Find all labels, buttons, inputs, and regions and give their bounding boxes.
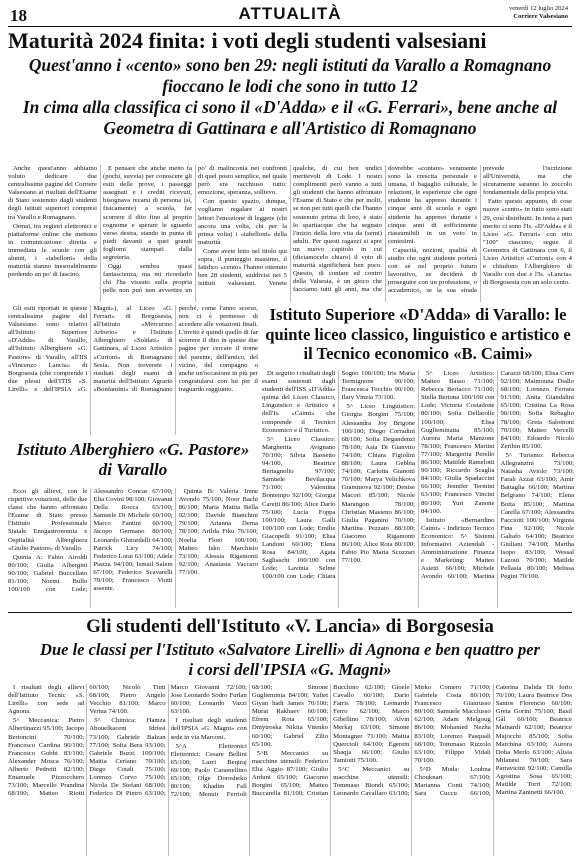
main-paragraph: Anche quest'anno abbiamo voluto dedicare due centralissime pagine del Corriere Valsesiano ai risultati dell'Esame di Stato sostenuto dagli studenti degli istituti superiori compresi tra Varallo e Romagnano.: [8, 165, 97, 221]
lancia-paragraph: 5^D Moda: Loubna Chouknari 67/100; Marianna Conti 74/100; Sara Cuccu 66/100; Caterina Dalida Di Iorio 70/100; Laura Beatrice Dos Santos Florencio 60/100; Greta Gorini 75/100; Basil Gál 60/100; Beatrice Mainardi 62/100; Beatrice Majocchi 85/100; Sofia Marchina 63/100; Aurora Doha Merlo 63/100; Alisia Milanesi 70/100; Sara Parravicini 92/100; Camilla Agostina Sosa 65/100; Matilde Torri 72/100; Martina Zaninetti 66/100.: [414, 684, 572, 798]
pastore-paragraph: Quinta B: Valeria Irene Avondo 75/100; Noor Bachi 86/100; Maria Mattia Bella 92/100; Davide Bianchini 79/100; Arianna Dema 78/100; Arilda Fiku 76/100; Noelia Floto 100/100; Matteo Isko Marchisio 73/100; Alessia Rigamonti 92/100; Anastasia Vaccaro 77/100.: [178, 488, 258, 576]
pastore-paragraph: Quinta A: Fabio Airoldi 80/100; Giulia Albergini 90/100; Gabriel Buccellato 81/100; Noemi Bullo 100/100 con Lode; Alessandro Concas 67/100; Elia Covini 98/100; Giovanni Della Rocca 63/100; Samuele Di Michele 60/100; Marco Fantini 60/100; Jacopo Germano 80/100; Leonardo Ghirardelli 64/100; Patrick Licy 74/100; Federico Lorai 63/100; Adele Piazza 94/100; Ismail Salem 67/100; Federico Scavarelli 70/100; Francesco Viotti assente.: [8, 488, 173, 594]
issue-date: venerdì 12 luglio 2024: [508, 5, 568, 12]
lancia-paragraph: I risultati degli studenti dell'IPSIA «G. Magni» con sede in via Marconi.: [170, 717, 247, 741]
pastore-paragraph: Ecco gli allievi, con le rispettive votazioni, delle due classi che hanno affrontato l'Esame di Stato presso l'Istituto Professionale Statale Enogastronomia e Ospitalità Alberghiera «Giulio Pastore» di Varallo.: [8, 488, 88, 552]
pastore-article-body: [8, 488, 258, 608]
section-title: ATTUALITÀ: [238, 4, 342, 23]
main-article-body: [8, 165, 572, 302]
paper-name: Corriere Valsesiano: [513, 13, 568, 20]
dadda-paragraph: 5^ Liceo Classico: Margherita Avignano 70/100; Silvia Bassetto 94/100, Beatrice Bertagnolio 97/100; Samuele Bevilacqua 71/100; Valentina Bontempo 92/100; Giorgia Caretti 86/100; Alice Dario 75/100; Lucia Foppa 100/100; Laura Galli 100/100 con Lode; Emilie Giacopelli 91/100; Elisa Landoni 60/100; Elena Rosa 84/100; Agata Sagliaschi 100/100 con Lode; Lavinia Selme 100/100 con Lode; Chiara Sogno 100/100; Iris Maria Termignone 90/100; Francesca Tocchio 90/100; Ilary Vinzia 73/100.: [262, 370, 415, 581]
main-headline: Maturità 2024 finita: i voti degli studenti valsesiani: [8, 28, 487, 53]
main-paragraph: Gli esiti riportati in queste centralissime pagine del Valsesiano sono relativi all'Istituto Superiore «D'Adda» di Varallo, all'Istituto Alberghiero «G. Pastore» di Varallo, all'IIS «Vincenzo Lancia» di Borgosesia (che comprende i due plessi dell'ITIS «S. Lirelli» e dell'IPSIA «G. Magni»), al Liceo «G. Ferrari» di Borgosesia, all'Istituto «Mercurino Arborio» e l'Istituto Alberghiero «Soldati» di Gattinara, al Liceo Artistico «Curioni» di Romagnano Sesia. Non troverete i risultati degli esami di maturità dell'Istituto Agrario «Bonfantini» di Romagnano perché, come l'anno scorso, non ci è permesso di accedere alle votazioni finali. L'invito è quindi quello di far scorrere il dito in queste due pagine per cercare il nome del parente, dell'amico, del vicino, del compagno o anche un'occasione in più per congratularsi con lui per il traguardo raggiunto.: [8, 305, 258, 393]
page-number: 18: [10, 6, 27, 25]
main-paragraph: Come avete letto nel titolo qui sopra, il punteggio massimo, il fatidico «cento» l'hanno ottenuto ben 28 studenti, suddivisi nei 5 istituti valsesiani. Venete qualche, di cui ben undici meritevoli di Lode. I nostri complimenti però vanno a tutti gli studenti che hanno affrontato l'Esame di Stato e che per molti, se non per tutti quelli che l'hanno sostenuto prima di loro, è stato lo spartiacque che ha segnato l'inizio della loro vita da (semi) adulti. Per questi ragazzi si apre un nuovo capitolo in cui (diciamocelo chiaro) il voto di maturità significherà ben poco. Questo, di contare ed contro della Valsesia, è un gioco che facciamo tutti gli anni, ma che dovrebbe «contare» veramente sono la crescita personale e umana, il bagaglio culturale, le relazioni, le esperienze che ogni studente ha appreso durante i cinque anni di scuola e ogni studente ha appreso durante i cinque anni di sofficimente riassumibili in un voto in centesimi.: [198, 165, 477, 294]
lancia-paragraph: 5^C Meccanici su macchine utensili: Tommaso Biondi 65/100; Leonardo Cavallaro 63/100; Mirko Comero 71/100; Gabriele Costa 80/100; Francesco Gianrusso 80/100; Samuele Macclusso 62/100; Adam Melgoug 86/100; Mohamed Nezha 83/100; Lorenzo Pasquali 68/100; Tommaso Rizzolo 63/100; Filippo Vidali 70/100.: [333, 684, 491, 798]
pastore-headline: Istituto Alberghiero «G. Pastore» di Varallo: [16, 440, 250, 479]
masthead-date: [509, 5, 568, 21]
main-deck-1: Quest'anno i «cento» sono ben 29: negli istituti da Varallo a Romagnano fioccano le lodi che sono in tutto 12: [28, 55, 552, 96]
main-article-continued: [8, 305, 258, 435]
dadda-headline: Istituto Superiore «D'Adda» di Varallo: le quinte liceo classico, linguistico e artistico e il Tecnico economico «B. Caimi»: [265, 305, 571, 363]
lancia-paragraph: 5^A Elettronici Elettronici: Cesare Bellini 65/100; Lazri Beqiraj 69/100; Paolo Caramellino 65/100; Olge Dorosheko 80/100; Khadim Fall 72/100; Menuir Ferrioli 68/100; Simone Guglieminia 84/100; Yafiet Giyan hadi James 70/100; Murat Rakhaev 60/100; Efrem Rota 65/100; Dmytroska Nikita Vitenko 60/100; Gabriel Zilio 65/100.: [170, 684, 329, 799]
dadda-paragraph: Istituto «Bernardino Caimi» - Indirizzo Tecnico Economico: 5^ Sistemi Informativi Aziendali - Amministrazione Finanza e Marketing: Matteo Asietti 66/100; Michele Avondo 60/100; Martina Carazzi 68/100; Elisa Cerri 92/100; Maimouna Diallo 68/100; Lorenzo Ferrara 91/100; Anita Giandalini 65/100; Cristina La Rosa 90/100; Sofia Rebaglio 78/100; Greta Salomoni 70/100; Matteo Vercelli 84/100; Edoardo Nicolò Zeribin 85/100.: [421, 370, 574, 581]
main-paragraph: Capacità, nozioni, qualità di studio che ogni studente porterà con sé nel proprio futuro lavorativo, se deciderà di proseguire con un professione, o accademico, se la sua strada prevede l'iscrizione all'Università, ma che sicuramente saranno lo zoccolo fondamentale della propria vita.: [388, 165, 572, 295]
dadda-article-body: [262, 370, 574, 608]
dadda-paragraph: 5^ Liceo Artistico: Matteo Basso 71/100; Rebecca Bertacco 71/100; Stella Bertona 100/100 con Lode; Victoria Costadone 80/100; Sofia Dellarolle 100/100; Elisa Guglieminatta 85/100; Aurora Maria Manzone 78/100; Francesco Martini 77/100; Margerita Perello 86/100; Mattilde Ramelotti 90/100; Riccardo Scaglia 84/100; Giulia Spadaccini 66/100; Jennifer Termini 63/100; Francesco Vincini 80/100; Yuri Zanone 84/100.: [421, 370, 495, 515]
dadda-paragraph: 5^ Liceo Linguistico: Giorgia Borgini 75/100; Alessandra Joy Brigone 100/100; Diego Corradini 68/100; Sofia Degandenzi 78/100; Asia Di Gianvito 74/100; Chiara Figiolini 88/100; Laura Gebbia 74/100; Carlotta Gianotti 70/100; Marya Velichkova Grammova 92/100; Denise Macori 85/100; Nicole Marangon 78/100; Christian Masieno 86/100; Giulia Paganini 70/100; Martina Pezzato 88/100; Giacomo Rigamonti 86/100; Alice Rota 80/100; Fabio Pio Maria Scozzari 77/100.: [341, 403, 415, 565]
main-paragraph: Oggi sembra quasi fantascienza, ma mi ricordarlo chi l'ha vissuto sulla propria pelle non può non avvertire un po' di malinconia nei confronti di quel posto semplice, nel quale però era racchiuso tutto: emozione, speranza, sollievo.: [103, 165, 287, 295]
main-paragraph: Con questo spazio, dunque, vogliamo regalare ai nostri lettori l'emozione di leggere (chi ancora una volta, chi per la prima volta) i «tabelloni» della maturità.: [198, 198, 287, 246]
main-paragraph: Ormai, tra registri elettronici e piattaforme online che mettono in comunicazione diretta e immediata le scuole con gli alunni, i «tabelloni» della maturità stanno inesorabilmente perdendo un po' di fascino.: [8, 222, 97, 279]
main-paragraph: E pensare che anche meno fa (pochi, suvvia) per conoscere gli esiti delle prove, i passeggi assegnati e i crediti ricevuti, bisognava recarsi di persona (sì, fisicamente) a scuola, far scorrere il dito fino al proprio cognome e sperare le sguardo verso destra, stando in punta di piedi davanti a quei grandi fogliomi stampati dalla segreteria.: [103, 165, 192, 262]
lancia-paragraph: 5^B Meccanici su macchine utensili: Federico Elia Aggio 87/100; Giulio Arduni 65/100; Giacomo Borgini 65/100; Matteo Buccarella 81/100; Cristian Bucchino 62/100; Gioele Cavallo 60/100; Dario Farris 78/100; Leonardo Ferro 62/100; Marco Gibellino 78/100; Alvin Merkaj 63/100; Simone Montagner 71/100; Mattia Quercioli 64/100; Egerem Shaqja 66/100; Giulio Tamiotti 75/100.: [251, 684, 410, 798]
lancia-paragraph: 5^ Chimica: Hamza Abouelkacem Idrissi 73/100; Gabriele Balzan 77/100; Sofia Bera 93/100; Gabriele Buzzi 100/100; Mattia Ceriano 70/100; Diego Cotali 75/100; Lorenzo Corvo 75/100; Nicola De Stefani 68/100; Federico Di Pietro 63/100; Marco Giovanni 72/100; Jose Leonardo Sodro Furlan 60/100; Leonardo Vazzi 63/100.: [89, 684, 247, 798]
header-divider: [8, 26, 572, 27]
lancia-deck: Due le classi per l'Istituto «Salvatore Lirelli» di Agnona e ben quattro per i corsi dell'IPSIA «G. Magni»: [40, 640, 540, 679]
lancia-paragraph: I risultati degli allievi dell'Istituto Tecnic «S. Lirelli» con sede ad Agnona.: [8, 684, 85, 716]
dadda-paragraph: 5^ Turismo: Rebecca Allegranzini 73/100; Natasha Aviolo 73/100; Farah Azzai 63/100; Amir Battaglia 66/100; Martina Belgrano 74/100; Elena Botta 85/100; Martina Carella 67/100; Alessandra Facciotti 100/100; Virginia Fina 92/100; Nicole Galtafo 64/100; Beatrice Giuliani 74/100; Martha Isopo 83/100; Wessal Lazoui 70/100; Matilde Pellasia 80/100; Melissa Pegini 70/100.: [500, 451, 574, 581]
section-divider: [8, 612, 572, 613]
lancia-article-body: [8, 684, 572, 856]
main-paragraph: Fatto questo appunto, di cose nuove «cento» in tutto sono stati 29, così distribuiti. In testa a pari merito ci sono l'Is. «D'Adda» e il Liceo «G. Ferrari» con otto "100" ciascuno, segue il Geometra di Gattinara con 6, il Liceo Artistico «Curioni» con 4 e chiudono l'Alberghiero di Varallo con due e l'Is. «Lancia» di Borgosesia con un solo cento.: [483, 198, 572, 287]
lancia-headline: Gli studenti dell'Istituto «V. Lancia» di Borgosesia: [86, 616, 494, 637]
main-deck-2: In cima alla classifica ci sono il «D'Adda» e il «G. Ferrari», bene anche al Geometra di Gattinara e all'Artistico di Romagnano: [22, 97, 558, 138]
dadda-paragraph: Di seguito i risultati degli esami sostenuti dagli studenti dell'ISS «D'Adda» quinta del Liceo Classico, Linguistico e Artistico e dell'Is. «Caimi» che comprende il Tecnico Economico e il Turistico.: [262, 370, 336, 434]
lancia-paragraph: 5^ Meccanica: Pietro Albertinazzi 95/100; Jacopo Bertoncini 70/100; Francesco Cardina 90/100; Francesco Gobbi 83/100; Alexander Mosca 76/100; Alberto Pedretti 82/100; Emanuele Pizzocchero 73/100; Marcello Prandina 68/100; Matteo Riotti 60/100; Nicolò Tinti 68/100; Pietro Angelo Vecchio 81/100; Marco Vertua 74/100.: [8, 684, 166, 798]
